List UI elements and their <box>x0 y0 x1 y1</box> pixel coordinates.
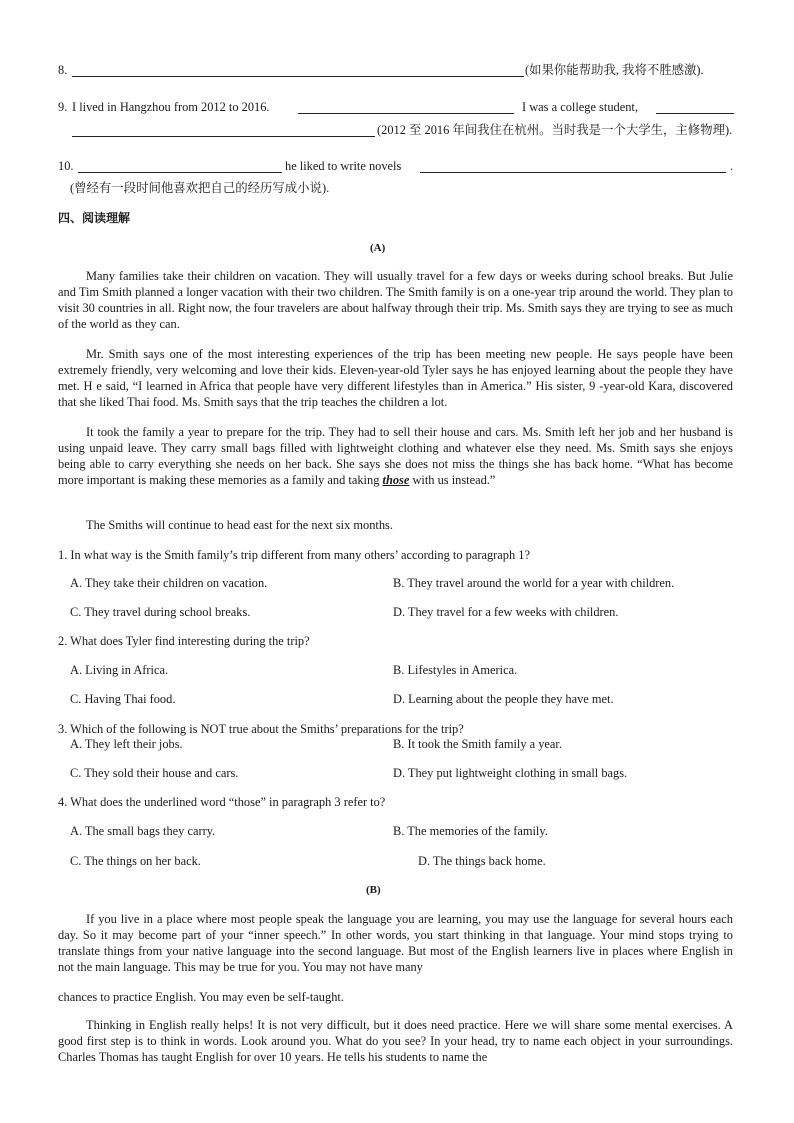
passage-b-label: (B) <box>366 884 381 896</box>
passage-b-paragraph-1 <box>58 911 733 975</box>
passage-b-p2-text: Thinking in English really helps! It is not very difficult, but it does need practice. Here we will share some mental exercises. A good first step is to think in words. Look around you. What do you see? In your head, try to name each object in your surroundings. Charles Thomas has taught English for over 10 years. He tells his students to name the <box>58 1018 733 1064</box>
q8-number: 8. <box>58 63 68 77</box>
q9-number: 9. <box>58 100 68 114</box>
q10-hint: (曾经有一段时间他喜欢把自己的经历写成小说). <box>70 181 330 195</box>
q9-answer-blank-2[interactable] <box>656 113 734 114</box>
q8-hint: (如果你能帮助我, 我将不胜感激). <box>525 63 704 77</box>
question-1-option-a[interactable]: A. They take their children on vacation. <box>70 576 268 590</box>
question-4-stem: 4. What does the underlined word “those” in paragraph 3 refer to? <box>58 795 386 809</box>
passage-b-paragraph-1-continued <box>58 989 733 1005</box>
question-1-option-c[interactable]: C. They travel during school breaks. <box>70 605 251 619</box>
section-title: 四、阅读理解 <box>58 211 131 225</box>
passage-a-paragraph-1 <box>58 268 733 332</box>
question-1-option-b[interactable]: B. They travel around the world for a year with children. <box>393 576 675 590</box>
passage-b-p1-continued-text: chances to practice English. You may even be self-taught. <box>58 990 344 1004</box>
passage-a-p2-text: Mr. Smith says one of the most interesting experiences of the trip has been meeting new people. He says people have been extremely friendly, very welcoming and love their kids. Eleven-year-old Tyler says he has enjoyed learning about the people they have met. H e said, “I learned in Africa that people have very different lifestyles than in America.” His sister, 9 -year-old Kara, discovered that she liked Thai food. Ms. Smith says that the trip teaches the children a lot. <box>58 347 733 409</box>
passage-a-p1-text: Many families take their children on vacation. They will usually travel for a few days or weeks during school breaks. But Julie and Tim Smith planned a longer vacation with their two children. The Smith family is on a one-year trip around the world. They plan to visit 30 countries in all. Right now, the four travelers are about halfway through their trip. Ms. Smith says they are trying to see as much of the world as they can. <box>58 269 733 331</box>
q10-text-a: he liked to write novels <box>285 159 402 173</box>
underlined-word-those: those <box>382 473 410 487</box>
question-2-option-a[interactable]: A. Living in Africa. <box>70 663 169 677</box>
question-2-option-b[interactable]: B. Lifestyles in America. <box>393 663 518 677</box>
q10-number: 10. <box>58 159 74 173</box>
passage-b-paragraph-2 <box>58 1017 733 1065</box>
passage-a-paragraph-3 <box>58 424 733 488</box>
question-2-option-d[interactable]: D. Learning about the people they have met. <box>393 692 614 706</box>
q9-text-a: I lived in Hangzhou from 2012 to 2016. <box>72 100 270 114</box>
question-4-option-c[interactable]: C. The things on her back. <box>70 854 201 868</box>
question-4-option-a[interactable]: A. The small bags they carry. <box>70 824 216 838</box>
question-2-stem: 2. What does Tyler find interesting during the trip? <box>58 634 310 648</box>
q9-answer-blank-1[interactable] <box>298 113 514 114</box>
question-2-option-c[interactable]: C. Having Thai food. <box>70 692 176 706</box>
question-1-stem: 1. In what way is the Smith family’s trip different from many others’ according to paragraph 1? <box>58 548 530 562</box>
passage-a-label: (A) <box>370 242 386 254</box>
question-3-stem: 3. Which of the following is NOT true about the Smiths’ preparations for the trip? <box>58 722 464 736</box>
question-3-option-b[interactable]: B. It took the Smith family a year. <box>393 737 562 751</box>
passage-a-paragraph-2 <box>58 346 733 410</box>
q10-answer-blank-1[interactable] <box>78 172 282 173</box>
passage-a-paragraph-4 <box>58 517 733 533</box>
q10-answer-blank-2[interactable] <box>420 172 726 173</box>
question-1-option-d[interactable]: D. They travel for a few weeks with children. <box>393 605 619 619</box>
question-3-option-d[interactable]: D. They put lightweight clothing in small bags. <box>393 766 628 780</box>
passage-b-p1-text: If you live in a place where most people speak the language you are learning, you may use the language for several hours each day. So it may become part of your “inner speech.” In other words, you start thinking in that language. Your mind stops trying to translate things from your native language into the second language. But most of the English learners live in places where English in not the main language. This may be true for you. You may not have many <box>58 912 733 974</box>
passage-a-p3-text <box>58 424 733 488</box>
question-4-option-d[interactable]: D. The things back home. <box>418 854 546 868</box>
q9-text-b: I was a college student, <box>522 100 638 114</box>
q9-hint: (2012 至 2016 年间我住在杭州。当时我是一个大学生，主修物理). <box>377 123 733 137</box>
passage-a-p3-after: with us instead.” <box>409 473 496 487</box>
q10-end: . <box>730 159 734 173</box>
question-3-option-c[interactable]: C. They sold their house and cars. <box>70 766 239 780</box>
passage-a-p3-before: It took the family a year to prepare for the trip. They had to sell their house and cars. Ms. Smith left her job and her husband is using unpaid leave. They carry small bags filled with lightweight clothing and whatever else they need. Ms. Smith says she enjoys being able to carry everything she needs on her back. She says she does not miss the things she has back home. “What has become more important is making these memories as a family and taking <box>58 425 733 487</box>
question-4-option-b[interactable]: B. The memories of the family. <box>393 824 548 838</box>
q9-answer-blank-3[interactable] <box>72 136 375 137</box>
passage-a-p4-text: The Smiths will continue to head east for the next six months. <box>86 518 393 532</box>
question-3-option-a[interactable]: A. They left their jobs. <box>70 737 183 751</box>
q8-answer-blank[interactable] <box>72 76 524 77</box>
